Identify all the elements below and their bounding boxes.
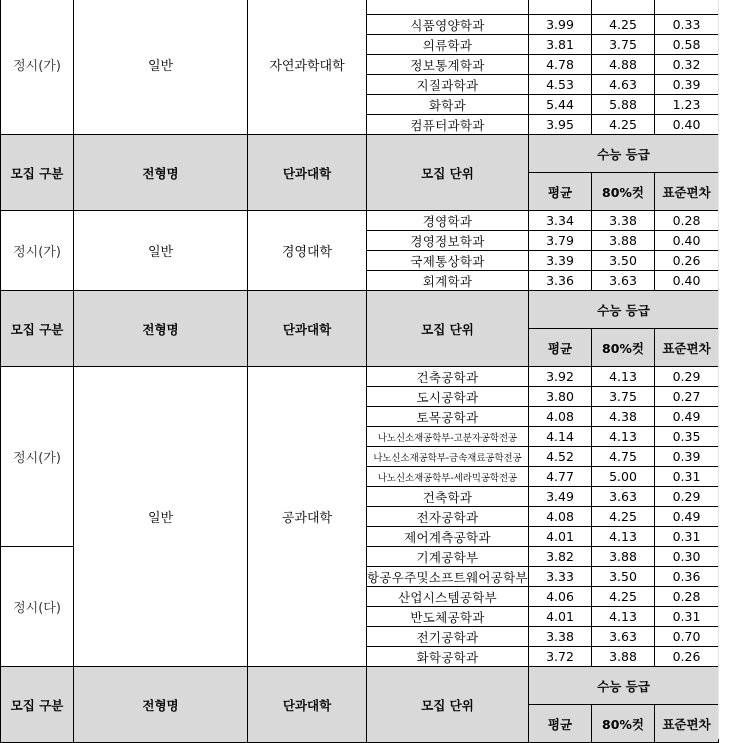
header-track[interactable]: 전형명 xyxy=(74,667,248,743)
cut80-cell[interactable]: 3.50 xyxy=(592,251,655,271)
cut80-cell[interactable]: 3.88 xyxy=(592,231,655,251)
header-cut80[interactable]: 80%컷 xyxy=(592,705,655,743)
header-cut80[interactable]: 80%컷 xyxy=(592,329,655,367)
unit-cell[interactable]: 기계공학부 xyxy=(367,547,529,567)
std-cell[interactable] xyxy=(655,0,719,15)
cut80-cell[interactable]: 4.25 xyxy=(592,587,655,607)
avg-cell[interactable]: 3.79 xyxy=(529,231,592,251)
std-cell[interactable]: 0.32 xyxy=(655,55,719,75)
cut80-cell[interactable]: 5.00 xyxy=(592,467,655,487)
header-stddev[interactable]: 표준편차 xyxy=(655,173,719,211)
avg-cell[interactable]: 3.49 xyxy=(529,487,592,507)
cut80-cell[interactable]: 4.25 xyxy=(592,15,655,35)
unit-cell[interactable]: 컴퓨터과학과 xyxy=(367,115,529,135)
category-cell[interactable]: 정시(다) xyxy=(1,547,74,667)
header-avg[interactable]: 평균 xyxy=(529,173,592,211)
header-category[interactable]: 모집 구분 xyxy=(1,667,74,743)
unit-cell[interactable]: 회계학과 xyxy=(367,271,529,291)
cut80-cell[interactable]: 3.63 xyxy=(592,487,655,507)
std-cell[interactable]: 0.33 xyxy=(655,15,719,35)
cut80-cell[interactable]: 4.38 xyxy=(592,407,655,427)
std-cell[interactable]: 0.70 xyxy=(655,627,719,647)
unit-cell[interactable]: 의류학과 xyxy=(367,35,529,55)
cut80-cell[interactable]: 3.88 xyxy=(592,647,655,667)
std-cell[interactable]: 0.58 xyxy=(655,35,719,55)
avg-cell[interactable]: 5.44 xyxy=(529,95,592,115)
std-cell[interactable]: 0.40 xyxy=(655,115,719,135)
unit-cell[interactable]: 제어계측공학과 xyxy=(367,527,529,547)
cut80-cell[interactable]: 4.63 xyxy=(592,75,655,95)
std-cell[interactable]: 1.23 xyxy=(655,95,719,115)
category-cell[interactable]: 정시(가) xyxy=(1,0,74,135)
cut80-cell[interactable]: 3.38 xyxy=(592,211,655,231)
unit-cell[interactable]: 전자공학과 xyxy=(367,507,529,527)
avg-cell[interactable]: 4.78 xyxy=(529,55,592,75)
std-cell[interactable]: 0.49 xyxy=(655,407,719,427)
std-cell[interactable]: 0.35 xyxy=(655,427,719,447)
header-stddev[interactable]: 표준편차 xyxy=(655,705,719,743)
table-row xyxy=(1,211,719,231)
header-avg[interactable]: 평균 xyxy=(529,329,592,367)
unit-cell[interactable]: 화학과 xyxy=(367,95,529,115)
table-row xyxy=(1,367,719,387)
cut80-cell[interactable]: 3.63 xyxy=(592,271,655,291)
std-cell[interactable]: 0.49 xyxy=(655,507,719,527)
avg-cell[interactable]: 3.34 xyxy=(529,211,592,231)
header-row xyxy=(1,667,719,705)
unit-cell[interactable]: 반도체공학과 xyxy=(367,607,529,627)
header-college[interactable]: 단과대학 xyxy=(248,667,367,743)
avg-cell[interactable]: 4.08 xyxy=(529,407,592,427)
cut80-cell[interactable]: 4.13 xyxy=(592,607,655,627)
std-cell[interactable]: 0.27 xyxy=(655,387,719,407)
cut80-cell[interactable]: 3.88 xyxy=(592,547,655,567)
cut80-cell[interactable]: 3.75 xyxy=(592,387,655,407)
cut80-cell[interactable]: 4.13 xyxy=(592,367,655,387)
cut80-cell[interactable]: 3.75 xyxy=(592,35,655,55)
avg-cell[interactable]: 3.72 xyxy=(529,647,592,667)
avg-cell[interactable]: 3.38 xyxy=(529,627,592,647)
std-cell[interactable]: 0.39 xyxy=(655,447,719,467)
std-cell[interactable]: 0.31 xyxy=(655,527,719,547)
avg-cell[interactable] xyxy=(529,0,592,15)
avg-cell[interactable]: 4.01 xyxy=(529,607,592,627)
unit-cell[interactable]: 식품영양학과 xyxy=(367,15,529,35)
std-cell[interactable]: 0.29 xyxy=(655,367,719,387)
avg-cell[interactable]: 4.01 xyxy=(529,527,592,547)
std-cell[interactable]: 0.26 xyxy=(655,251,719,271)
cut80-cell[interactable]: 5.88 xyxy=(592,95,655,115)
avg-cell[interactable]: 4.77 xyxy=(529,467,592,487)
std-cell[interactable]: 0.36 xyxy=(655,567,719,587)
sheet-gridline-area xyxy=(718,0,731,739)
table-row xyxy=(1,0,719,15)
college-cell[interactable]: 자연과학대학 xyxy=(248,0,367,135)
unit-cell[interactable] xyxy=(367,0,529,15)
unit-cell[interactable]: 나노신소재공학부-고분자공학전공 xyxy=(367,427,529,447)
cut80-cell[interactable]: 4.88 xyxy=(592,55,655,75)
avg-cell[interactable]: 3.95 xyxy=(529,115,592,135)
unit-cell[interactable]: 나노신소재공학부-세라믹공학전공 xyxy=(367,467,529,487)
avg-cell[interactable]: 3.33 xyxy=(529,567,592,587)
avg-cell[interactable]: 4.08 xyxy=(529,507,592,527)
unit-cell[interactable]: 전기공학과 xyxy=(367,627,529,647)
college-cell[interactable]: 경영대학 xyxy=(248,211,367,291)
std-cell[interactable]: 0.31 xyxy=(655,607,719,627)
header-row xyxy=(1,135,719,173)
header-unit[interactable]: 모집 단위 xyxy=(367,667,529,743)
header-grade-group[interactable]: 수능 등급 xyxy=(529,135,719,173)
header-category[interactable]: 모집 구분 xyxy=(1,291,74,367)
avg-cell[interactable]: 3.92 xyxy=(529,367,592,387)
unit-cell[interactable]: 화학공학과 xyxy=(367,647,529,667)
std-cell[interactable]: 0.28 xyxy=(655,587,719,607)
avg-cell[interactable]: 4.14 xyxy=(529,427,592,447)
header-grade-group[interactable]: 수능 등급 xyxy=(529,291,719,329)
unit-cell[interactable]: 항공우주및소프트웨어공학부 xyxy=(367,567,529,587)
header-category[interactable]: 모집 구분 xyxy=(1,135,74,211)
avg-cell[interactable]: 3.80 xyxy=(529,387,592,407)
unit-cell[interactable]: 건축학과 xyxy=(367,487,529,507)
std-cell[interactable]: 0.31 xyxy=(655,467,719,487)
unit-cell[interactable]: 산업시스템공학부 xyxy=(367,587,529,607)
cut80-cell[interactable]: 4.13 xyxy=(592,427,655,447)
std-cell[interactable]: 0.30 xyxy=(655,547,719,567)
unit-cell[interactable]: 건축공학과 xyxy=(367,367,529,387)
header-avg[interactable]: 평균 xyxy=(529,705,592,743)
header-stddev[interactable]: 표준편차 xyxy=(655,329,719,367)
avg-cell[interactable]: 3.36 xyxy=(529,271,592,291)
avg-cell[interactable]: 3.99 xyxy=(529,15,592,35)
cut80-cell[interactable] xyxy=(592,0,655,15)
avg-cell[interactable]: 4.53 xyxy=(529,75,592,95)
unit-cell[interactable]: 국제통상학과 xyxy=(367,251,529,271)
std-cell[interactable]: 0.40 xyxy=(655,271,719,291)
header-cut80[interactable]: 80%컷 xyxy=(592,173,655,211)
unit-cell[interactable]: 지질과학과 xyxy=(367,75,529,95)
header-unit[interactable]: 모집 단위 xyxy=(367,135,529,211)
cut80-cell[interactable]: 4.75 xyxy=(592,447,655,467)
unit-cell[interactable]: 정보통계학과 xyxy=(367,55,529,75)
avg-cell[interactable]: 4.06 xyxy=(529,587,592,607)
unit-cell[interactable]: 토목공학과 xyxy=(367,407,529,427)
std-cell[interactable]: 0.28 xyxy=(655,211,719,231)
category-cell[interactable]: 정시(가) xyxy=(1,367,74,547)
unit-cell[interactable]: 도시공학과 xyxy=(367,387,529,407)
unit-cell[interactable]: 나노신소재공학부-금속재료공학전공 xyxy=(367,447,529,467)
avg-cell[interactable]: 4.52 xyxy=(529,447,592,467)
avg-cell[interactable]: 3.82 xyxy=(529,547,592,567)
track-cell[interactable]: 일반 xyxy=(74,367,248,667)
header-grade-group[interactable]: 수능 등급 xyxy=(529,667,719,705)
std-cell[interactable]: 0.29 xyxy=(655,487,719,507)
college-cell[interactable]: 공과대학 xyxy=(248,367,367,667)
track-cell[interactable]: 일반 xyxy=(74,0,248,135)
header-track[interactable]: 전형명 xyxy=(74,135,248,211)
header-row xyxy=(1,291,719,329)
std-cell[interactable]: 0.26 xyxy=(655,647,719,667)
cut80-cell[interactable]: 4.25 xyxy=(592,507,655,527)
header-college[interactable]: 단과대학 xyxy=(248,135,367,211)
cut80-cell[interactable]: 4.25 xyxy=(592,115,655,135)
cut80-cell[interactable]: 3.50 xyxy=(592,567,655,587)
track-cell[interactable]: 일반 xyxy=(74,211,248,291)
header-track[interactable]: 전형명 xyxy=(74,291,248,367)
header-unit[interactable]: 모집 단위 xyxy=(367,291,529,367)
unit-cell[interactable]: 경영정보학과 xyxy=(367,231,529,251)
std-cell[interactable]: 0.40 xyxy=(655,231,719,251)
std-cell[interactable]: 0.39 xyxy=(655,75,719,95)
unit-cell[interactable]: 경영학과 xyxy=(367,211,529,231)
cut80-cell[interactable]: 3.63 xyxy=(592,627,655,647)
avg-cell[interactable]: 3.81 xyxy=(529,35,592,55)
cut80-cell[interactable]: 4.13 xyxy=(592,527,655,547)
avg-cell[interactable]: 3.39 xyxy=(529,251,592,271)
category-cell[interactable]: 정시(가) xyxy=(1,211,74,291)
header-college[interactable]: 단과대학 xyxy=(248,291,367,367)
